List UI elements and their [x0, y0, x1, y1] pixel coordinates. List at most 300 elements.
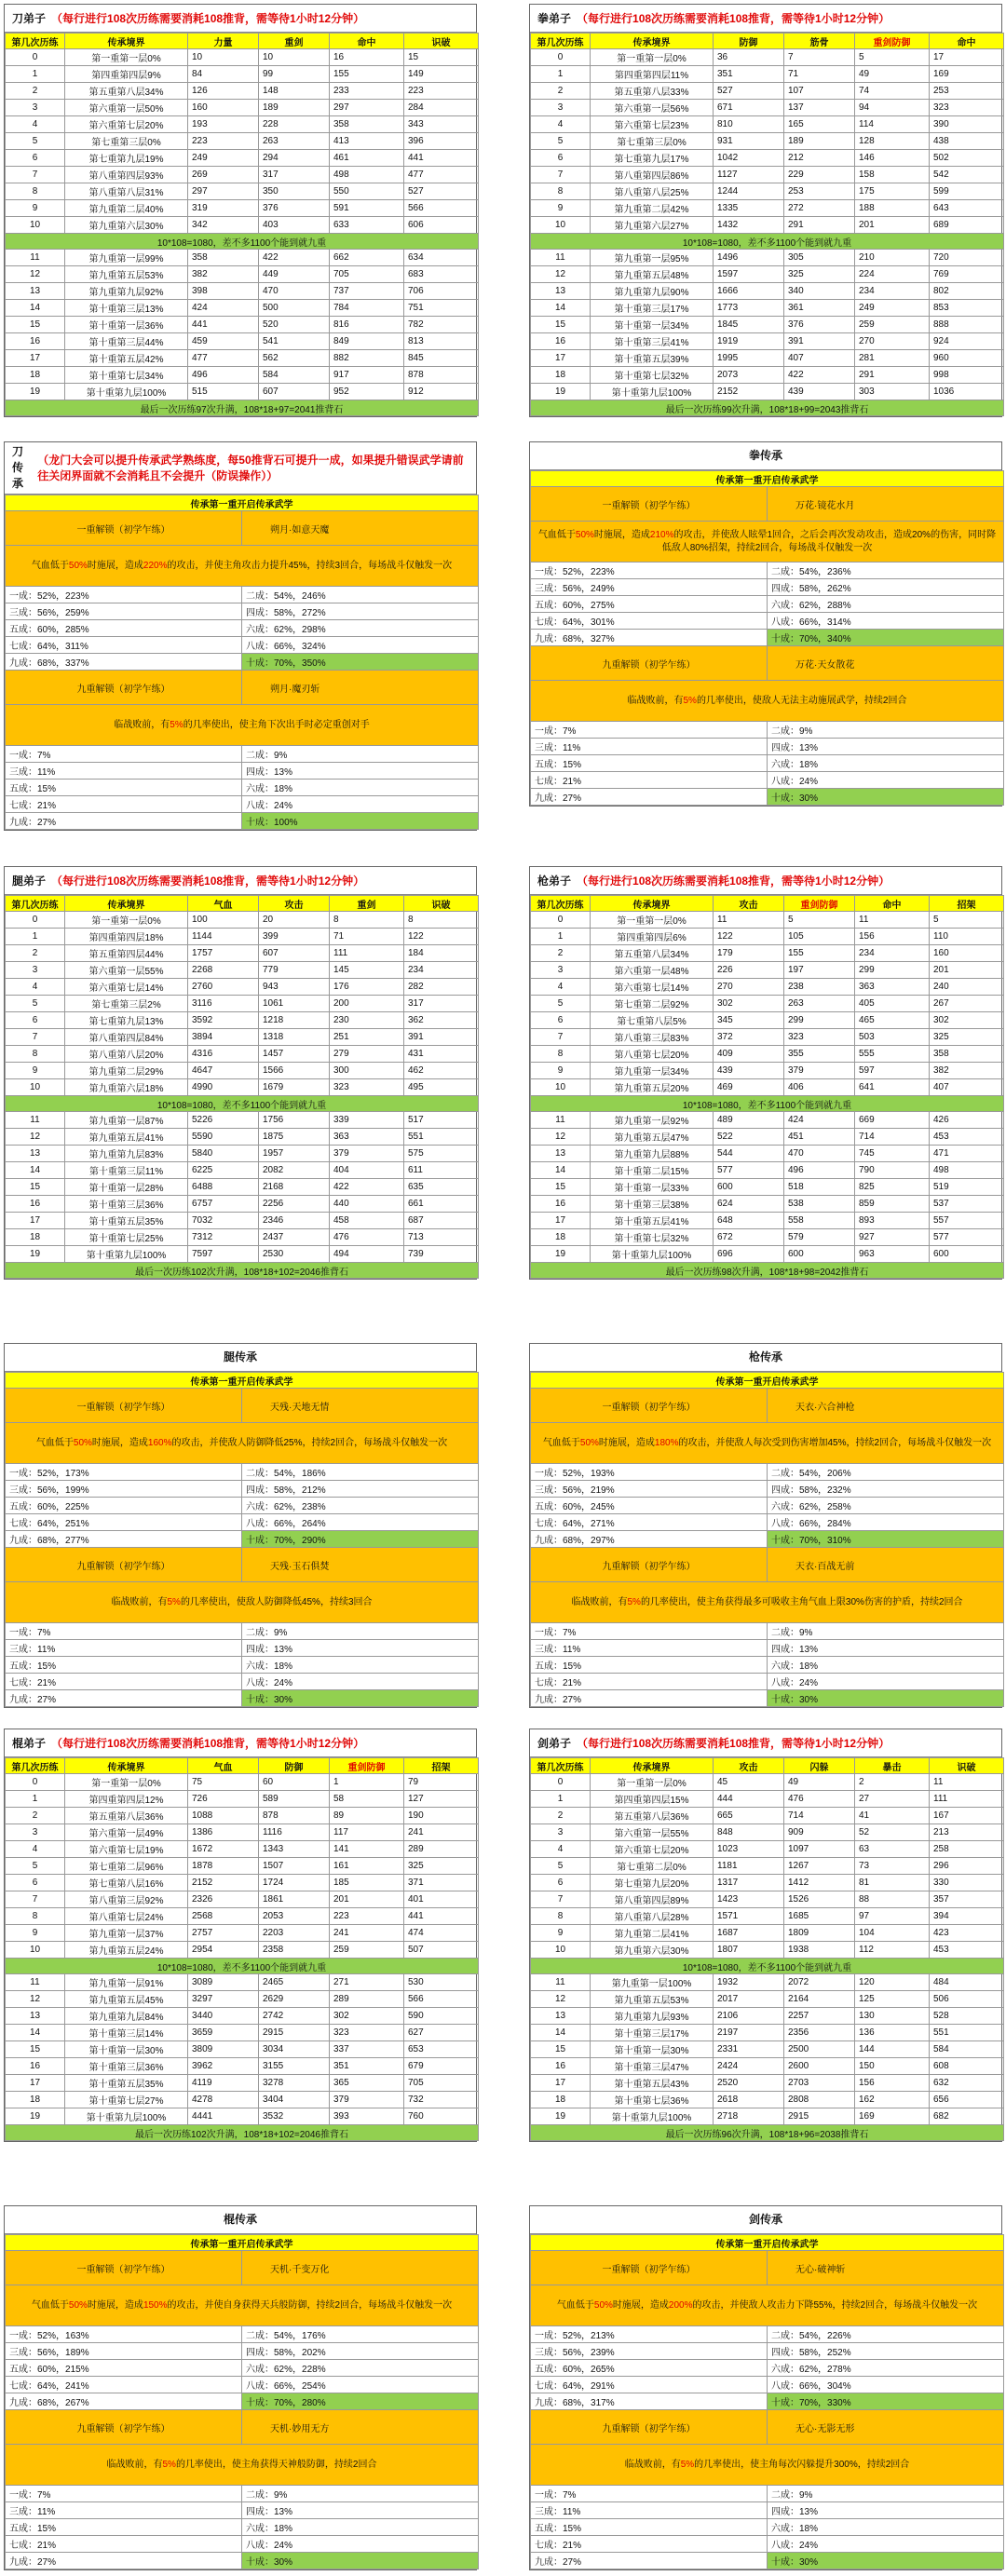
table-row [6, 1146, 479, 1162]
table-cell: 1875 [259, 1129, 330, 1146]
level-cell: 八成：24% [242, 2536, 479, 2553]
level-row [531, 1640, 1004, 1657]
table-row [6, 1229, 479, 1246]
table-cell: 2500 [784, 2041, 855, 2058]
table-row [6, 2108, 479, 2125]
table-cell: 第九重第五层24% [65, 1942, 188, 1959]
table-cell: 13 [6, 1146, 65, 1162]
table-cell: 11 [531, 250, 591, 266]
table-cell: 291 [855, 367, 930, 384]
table-cell: 第八重第四层93% [65, 167, 188, 183]
table-row [6, 2025, 479, 2041]
table-cell: 17 [531, 1213, 591, 1229]
table-cell: 591 [330, 200, 404, 217]
table-cell: 第七重第八层16% [65, 1875, 188, 1891]
table-cell: 110 [930, 929, 1004, 945]
table-cell: 4 [531, 1841, 591, 1858]
level-row [531, 2360, 1004, 2377]
table-cell: 第十重第七层32% [591, 1229, 714, 1246]
table-cell: 176 [330, 979, 404, 996]
table-cell: 10 [531, 1079, 591, 1096]
table-cell: 9 [531, 200, 591, 217]
table-cell: 653 [404, 2041, 479, 2058]
level-cell: 六成：18% [768, 755, 1004, 772]
table-cell: 558 [784, 1213, 855, 1229]
desc-pre: 临战败前，有 [111, 1596, 168, 1607]
desc-pre: 临战败前，有 [571, 1596, 628, 1607]
table-cell: 284 [404, 100, 479, 116]
table-cell: 816 [330, 317, 404, 333]
table-cell: 3 [6, 1824, 65, 1841]
table-cell: 6757 [188, 1196, 259, 1213]
table-cell: 848 [714, 1824, 784, 1841]
skill-name: 天衣·百战无前 [768, 1548, 1004, 1582]
table-cell: 第十重第九层100% [65, 1246, 188, 1263]
level-cell: 二成：9% [768, 2486, 1004, 2502]
table-cell: 345 [714, 1012, 784, 1029]
table-cell: 27 [855, 1791, 930, 1808]
inheritance-title [5, 1344, 476, 1372]
table-cell: 498 [930, 1162, 1004, 1179]
table-title [5, 867, 476, 895]
table-cell: 1 [531, 66, 591, 83]
table-cell: 489 [714, 1112, 784, 1129]
level-row [6, 780, 479, 796]
table-cell: 477 [188, 350, 259, 367]
table-cell: 607 [259, 384, 330, 400]
table-cell: 358 [188, 250, 259, 266]
table-cell: 1687 [714, 1925, 784, 1942]
table-cell: 161 [330, 1858, 404, 1875]
level-cell: 一成：7% [531, 1623, 768, 1640]
table-cell: 7 [6, 1029, 65, 1046]
level-cell: 一成：52%，223% [6, 587, 242, 603]
level-row [6, 813, 479, 830]
level-cell: 五成：15% [6, 2519, 242, 2536]
level-cell: 四成：13% [768, 1640, 1004, 1657]
desc-mid: 的几率使出，使主角每次闪躲提升300%，持续2回合 [694, 2459, 910, 2470]
level-cell: 九成：27% [531, 1690, 768, 1707]
table-cell: 5 [930, 912, 1004, 929]
table-cell: 第十重第三层17% [591, 300, 714, 317]
table-cell: 1571 [714, 1908, 784, 1925]
table-cell: 541 [259, 333, 330, 350]
table-cell: 3297 [188, 1991, 259, 2008]
table-cell: 656 [930, 2092, 1004, 2108]
table-cell: 714 [784, 1808, 855, 1824]
table-cell: 1386 [188, 1824, 259, 1841]
table-cell: 317 [404, 996, 479, 1012]
table-cell: 第九重第五层48% [591, 266, 714, 283]
table-cell: 403 [259, 217, 330, 234]
table-cell: 597 [855, 1063, 930, 1079]
table-row [531, 1942, 1004, 1959]
table-cell: 484 [930, 1974, 1004, 1991]
table-cell: 14 [6, 1162, 65, 1179]
mid-note-row [531, 234, 1004, 250]
column-header: 传承境界 [65, 34, 188, 49]
table-cell: 469 [714, 1079, 784, 1096]
growth-grid [5, 33, 479, 416]
table-cell: 1496 [714, 250, 784, 266]
table-row [531, 1229, 1004, 1246]
table-cell: 611 [404, 1162, 479, 1179]
table-cell: 第五重第八层34% [591, 945, 714, 962]
skill-description-row [6, 1582, 479, 1623]
table-cell: 100 [188, 912, 259, 929]
skill-description-row [6, 546, 479, 587]
table-cell: 2 [6, 1808, 65, 1824]
table-cell: 297 [330, 100, 404, 116]
table-cell: 382 [188, 266, 259, 283]
table-cell: 18 [6, 2092, 65, 2108]
table-cell: 424 [188, 300, 259, 317]
table-row [531, 167, 1004, 183]
level-cell: 四成：13% [242, 763, 479, 780]
level-cell: 十成：70%，280% [242, 2393, 479, 2410]
table-cell: 943 [259, 979, 330, 996]
table-cell: 63 [855, 1841, 930, 1858]
table-cell: 4278 [188, 2092, 259, 2108]
table-cell: 1757 [188, 945, 259, 962]
table-cell: 404 [330, 1162, 404, 1179]
table-cell: 1 [531, 1791, 591, 1808]
table-cell: 1432 [714, 217, 784, 234]
table-cell: 1597 [714, 266, 784, 283]
table-cell: 449 [259, 266, 330, 283]
skill-name: 朔月·魔刃斩 [242, 671, 479, 705]
table-cell: 107 [784, 83, 855, 100]
level-row [531, 579, 1004, 596]
skill-name: 天机·千变万化 [242, 2251, 479, 2285]
table-cell: 2106 [714, 2008, 784, 2025]
table-cell: 5840 [188, 1146, 259, 1162]
table-cell: 882 [330, 350, 404, 367]
table-cell: 267 [930, 996, 1004, 1012]
inheritance-card-0 [4, 441, 477, 831]
table-cell: 1773 [714, 300, 784, 317]
skill-unlock-label: 九重解锁（初学乍练） [531, 2410, 768, 2445]
table-cell: 423 [930, 1925, 1004, 1942]
desc-pct-1: 5% [680, 2459, 695, 2470]
level-cell: 八成：66%，314% [768, 613, 1004, 630]
table-cell: 323 [784, 1029, 855, 1046]
table-row [6, 83, 479, 100]
table-cell: 第一重第一层0% [65, 1774, 188, 1791]
table-cell: 144 [855, 2041, 930, 2058]
table-cell: 45 [714, 1774, 784, 1791]
table-cell: 2 [531, 1808, 591, 1824]
table-cell: 13 [531, 283, 591, 300]
table-cell: 371 [404, 1875, 479, 1891]
table-cell: 0 [6, 1774, 65, 1791]
table-cell: 第九重第五层41% [65, 1129, 188, 1146]
table-cell: 8 [6, 1908, 65, 1925]
table-cell: 201 [855, 217, 930, 234]
table-cell: 16 [6, 2058, 65, 2075]
table-cell: 2053 [259, 1908, 330, 1925]
skill-header-row [531, 487, 1004, 522]
table-row [531, 962, 1004, 979]
level-cell: 三成：56%，239% [531, 2343, 768, 2360]
column-header: 筋骨 [784, 34, 855, 49]
column-header: 攻击 [714, 1758, 784, 1774]
table-cell: 2629 [259, 1991, 330, 2008]
table-cell: 2152 [714, 384, 784, 400]
level-cell: 九成：68%，317% [531, 2393, 768, 2410]
table-row [531, 49, 1004, 66]
table-cell: 520 [259, 317, 330, 333]
table-row [6, 996, 479, 1012]
skill-description [6, 1582, 479, 1623]
table-cell: 1144 [188, 929, 259, 945]
table-cell: 89 [330, 1808, 404, 1824]
table-cell: 476 [330, 1229, 404, 1246]
table-cell: 第八重第七层24% [65, 1908, 188, 1925]
level-cell: 五成：60%，285% [6, 620, 242, 637]
table-row [6, 1112, 479, 1129]
column-header: 重剑防御 [330, 1758, 404, 1774]
table-cell: 第十重第三层41% [591, 333, 714, 350]
skill-description [6, 546, 479, 587]
table-cell: 第九重第一层95% [591, 250, 714, 266]
level-row [6, 2553, 479, 2569]
inheritance-card-5 [529, 2205, 1002, 2570]
table-cell: 584 [259, 367, 330, 384]
table-cell: 494 [330, 1246, 404, 1263]
table-hint: （每行进行108次历练需要消耗108推背，需等待1小时12分钟） [577, 12, 890, 25]
level-cell: 六成：18% [768, 2519, 1004, 2536]
desc-pct-1: 50% [68, 560, 88, 571]
level-cell: 二成：9% [768, 722, 1004, 739]
table-cell: 431 [404, 1046, 479, 1063]
table-cell: 358 [330, 116, 404, 133]
table-cell: 300 [330, 1063, 404, 1079]
table-cell: 662 [330, 250, 404, 266]
table-cell: 608 [930, 2058, 1004, 2075]
table-row [531, 333, 1004, 350]
table-cell: 7 [784, 49, 855, 66]
table-cell: 1244 [714, 183, 784, 200]
table-cell: 41 [855, 1808, 930, 1824]
table-cell: 3116 [188, 996, 259, 1012]
table-cell: 第九重第五层45% [65, 1991, 188, 2008]
level-row [531, 1514, 1004, 1531]
table-cell: 1412 [784, 1875, 855, 1891]
footer-note: 最后一次历练102次升满，108*18+102=2046推背石 [6, 1263, 479, 1279]
table-cell: 9 [531, 1063, 591, 1079]
table-cell: 465 [855, 1012, 930, 1029]
table-cell: 648 [714, 1213, 784, 1229]
table-cell: 9 [6, 1063, 65, 1079]
table-cell: 224 [855, 266, 930, 283]
level-cell: 七成：64%，311% [6, 637, 242, 654]
table-cell: 146 [855, 150, 930, 167]
growth-grid [530, 1757, 1004, 2141]
table-row [531, 367, 1004, 384]
table-row [6, 367, 479, 384]
level-cell: 三成：11% [531, 2502, 768, 2519]
table-cell: 7 [6, 167, 65, 183]
desc-post: 的攻击，并使敌人眩晕1回合，之后会再次发动攻击，造成20%的伤害，同时降低敌人80%招架，持续2回合，每场战斗仅触发一次 [661, 529, 997, 553]
skill-description [531, 522, 1004, 563]
table-cell: 2742 [259, 2008, 330, 2025]
table-cell: 253 [930, 83, 1004, 100]
table-cell: 503 [855, 1029, 930, 1046]
table-row [6, 167, 479, 183]
level-row [531, 2393, 1004, 2410]
table-cell: 第八重第三层92% [65, 1891, 188, 1908]
table-name: 拳弟子 [537, 12, 572, 25]
table-cell: 426 [930, 1112, 1004, 1129]
growth-grid [5, 895, 479, 1279]
desc-pct-1: 50% [73, 1437, 92, 1448]
table-cell: 732 [404, 2092, 479, 2108]
table-cell: 6 [6, 1875, 65, 1891]
table-cell: 230 [330, 1012, 404, 1029]
table-cell: 1666 [714, 283, 784, 300]
level-cell: 六成：62%，238% [242, 1498, 479, 1514]
level-cell: 一成：7% [6, 1623, 242, 1640]
table-cell: 第八重第四层84% [65, 1029, 188, 1046]
level-cell: 九成：27% [531, 789, 768, 806]
table-cell: 125 [855, 1991, 930, 2008]
table-cell: 49 [855, 66, 930, 83]
table-cell: 302 [930, 1012, 1004, 1029]
table-cell: 1061 [259, 996, 330, 1012]
table-title [530, 867, 1001, 895]
table-cell: 542 [930, 167, 1004, 183]
desc-mid: 时施展，造成 [87, 560, 143, 571]
table-cell: 84 [188, 66, 259, 83]
table-cell: 317 [259, 167, 330, 183]
level-row [6, 1481, 479, 1498]
table-cell: 9 [6, 1925, 65, 1942]
table-cell: 249 [855, 300, 930, 317]
table-cell: 136 [855, 2025, 930, 2041]
level-cell: 十成：70%，350% [242, 654, 479, 671]
table-cell: 第七重第二层0% [591, 1858, 714, 1875]
table-cell: 303 [855, 384, 930, 400]
table-cell: 390 [930, 116, 1004, 133]
desc-post: 的攻击，并使敌人攻击力下降55%，持续2回合，每场战斗仅触发一次 [692, 2299, 978, 2311]
table-cell: 9 [6, 200, 65, 217]
footer-row [531, 400, 1004, 416]
table-cell: 2915 [784, 2108, 855, 2125]
table-row [531, 1112, 1004, 1129]
header-row [6, 896, 479, 912]
mid-note-row [6, 234, 479, 250]
table-cell: 297 [188, 183, 259, 200]
level-row [531, 772, 1004, 789]
level-cell: 六成：18% [242, 780, 479, 796]
table-cell: 213 [930, 1824, 1004, 1841]
table-cell: 189 [784, 133, 855, 150]
table-cell: 5 [531, 133, 591, 150]
level-cell: 七成：21% [531, 1674, 768, 1690]
table-row [6, 183, 479, 200]
table-cell: 13 [6, 2008, 65, 2025]
level-row [531, 630, 1004, 646]
table-cell: 1 [531, 929, 591, 945]
table-cell: 3962 [188, 2058, 259, 2075]
skill-header-row [6, 2251, 479, 2285]
table-cell: 88 [855, 1891, 930, 1908]
table-cell: 10 [6, 217, 65, 234]
table-cell: 259 [330, 1942, 404, 1959]
table-cell: 第九重第二层42% [591, 200, 714, 217]
table-cell: 952 [330, 384, 404, 400]
inheritance-top-label: 传承第一重开启传承武学 [531, 1373, 1004, 1389]
table-cell: 643 [930, 200, 1004, 217]
table-row [531, 83, 1004, 100]
column-header: 重剑 [259, 34, 330, 49]
inheritance-title [5, 2206, 476, 2234]
table-cell: 58 [330, 1791, 404, 1808]
level-row [6, 2393, 479, 2410]
level-row [531, 1623, 1004, 1640]
level-cell: 六成：18% [768, 1657, 1004, 1674]
inheritance-top-label: 传承第一重开启传承武学 [6, 2235, 479, 2251]
table-row [6, 1791, 479, 1808]
table-cell: 458 [330, 1213, 404, 1229]
level-cell: 一成：52%，213% [531, 2326, 768, 2343]
table-cell: 16 [531, 2058, 591, 2075]
table-cell: 第六重第七层23% [591, 116, 714, 133]
table-cell: 599 [930, 183, 1004, 200]
table-row [531, 200, 1004, 217]
table-cell: 682 [930, 2108, 1004, 2125]
table-cell: 566 [404, 200, 479, 217]
table-cell: 175 [855, 183, 930, 200]
table-cell: 第九重第二层41% [591, 1925, 714, 1942]
table-cell: 1218 [259, 1012, 330, 1029]
level-cell: 五成：60%，245% [531, 1498, 768, 1514]
level-cell: 二成：54%，206% [768, 1464, 1004, 1481]
table-cell: 1685 [784, 1908, 855, 1925]
table-cell: 270 [714, 979, 784, 996]
table-cell: 156 [855, 929, 930, 945]
table-row [531, 929, 1004, 945]
table-cell: 149 [404, 66, 479, 83]
table-cell: 7312 [188, 1229, 259, 1246]
level-row [531, 1531, 1004, 1548]
table-row [6, 1891, 479, 1908]
table-cell: 184 [404, 945, 479, 962]
table-row [531, 2025, 1004, 2041]
table-cell: 461 [330, 150, 404, 167]
skill-description [531, 2285, 1004, 2326]
table-row [6, 1162, 479, 1179]
column-header: 传承境界 [591, 896, 714, 912]
inheritance-grid [530, 2234, 1004, 2569]
table-cell: 17 [531, 350, 591, 367]
level-cell: 四成：58%，272% [242, 603, 479, 620]
table-cell: 441 [188, 317, 259, 333]
desc-pct-2: 160% [147, 1437, 172, 1448]
table-cell: 15 [531, 2041, 591, 2058]
table-row [6, 2058, 479, 2075]
table-row [6, 1925, 479, 1942]
table-cell: 155 [330, 66, 404, 83]
column-header: 传承境界 [65, 1758, 188, 1774]
table-row [531, 1791, 1004, 1808]
table-cell: 4316 [188, 1046, 259, 1063]
table-cell: 8 [6, 183, 65, 200]
table-hint: （每行进行108次历练需要消耗108推背，需等待1小时12分钟） [51, 1737, 365, 1750]
table-row [6, 1179, 479, 1196]
table-row [531, 1841, 1004, 1858]
